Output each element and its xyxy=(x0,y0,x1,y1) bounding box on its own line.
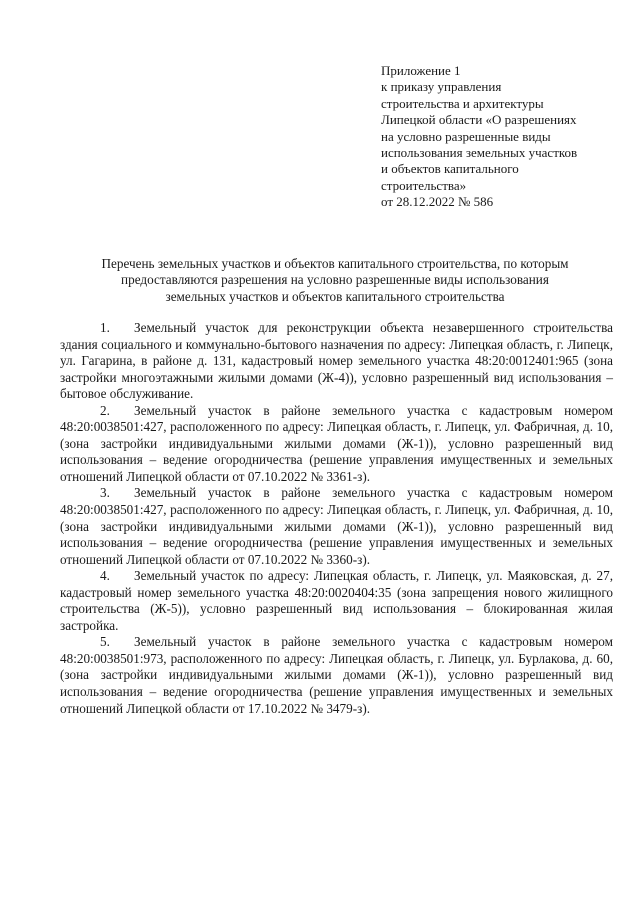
item-text: Земельный участок для реконструкции объекта незавершенного строительства здания социального и коммунально-бытового назначения по адресу: Липецкая область, г. Липецк, ул. Гагарина, в районе д. 131, кадастровый номер земельного участка 48:20:0012401:965 (зона застройки многоэтажными жилыми домами (Ж-4)), условно разрешенный вид использования – бытовое обслуживание. xyxy=(60,320,613,402)
appendix-line: на условно разрешенные виды xyxy=(381,128,551,144)
title-line: предоставляются разрешения на условно разрешенные виды использования xyxy=(121,272,549,288)
title-line: Перечень земельных участков и объектов капитального строительства, по которым xyxy=(101,256,569,271)
appendix-line: к приказу управления xyxy=(381,79,502,95)
item-number: 2. xyxy=(100,402,110,418)
title-line: земельных участков и объектов капитального строительства xyxy=(165,288,505,304)
item-number: 5. xyxy=(100,634,110,650)
item-number: 1. xyxy=(100,320,110,335)
appendix-line: Липецкой области «О разрешениях xyxy=(381,112,577,128)
item-text: Земельный участок в районе земельного участка с кадастровым номером 48:20:0038501:427, расположенного по адресу: Липецкая область, г. Липецк, ул. Фабричная, д. 10, (зона застройки индивидуальными жилыми домами (Ж-1)), условно разрешенный вид использования – ведение огородничества (решение управления имущественных и земельных отношений Липецкой области от 07.10.2022 № 3360-з). xyxy=(60,485,613,567)
appendix-line: Приложение 1 xyxy=(381,63,461,78)
item-text: Земельный участок в районе земельного участка с кадастровым номером 48:20:0038501:973, расположенного по адресу: Липецкая область, г. Липецк, ул. Бурлакова, д. 60, (зона застройки индивидуальными жилыми домами (Ж-1)), условно разрешенный вид использования – ведение огородничества (решение управления имущественных и земельных отношений Липецкой области от 17.10.2022 № 3479-з). xyxy=(60,634,613,716)
list-item xyxy=(60,403,613,486)
appendix-line: от 28.12.2022 № 586 xyxy=(381,194,494,210)
appendix-line: строительства» xyxy=(381,177,467,193)
appendix-line: строительства и архитектуры xyxy=(381,95,544,111)
list-item xyxy=(60,320,613,403)
document-body xyxy=(60,320,613,717)
item-text: Земельный участок в районе земельного участка с кадастровым номером 48:20:0038501:427, расположенного по адресу: Липецкая область, г. Липецк, ул. Фабричная, д. 10, (зона застройки индивидуальными жилыми домами (Ж-1)), условно разрешенный вид использования – ведение огородничества (решение управления имущественных и земельных отношений Липецкой области от 07.10.2022 № 3361-з). xyxy=(60,402,613,484)
list-item xyxy=(60,634,613,717)
list-item xyxy=(60,485,613,568)
appendix-header xyxy=(381,63,631,211)
item-text: Земельный участок по адресу: Липецкая область, г. Липецк, ул. Маяковская, д. 27, кадастровый номер земельного участка 48:20:0020404:35 (зона запрещения нового жилищного строительства (Ж-5)), условно разрешенный вид использования – блокированная жилая застройка. xyxy=(60,568,613,633)
item-number: 4. xyxy=(100,568,110,584)
appendix-line: и объектов капитального xyxy=(381,161,519,177)
item-number: 3. xyxy=(100,485,110,501)
list-item xyxy=(60,568,613,634)
document-title xyxy=(48,256,622,305)
appendix-line: использования земельных участков xyxy=(381,145,578,161)
